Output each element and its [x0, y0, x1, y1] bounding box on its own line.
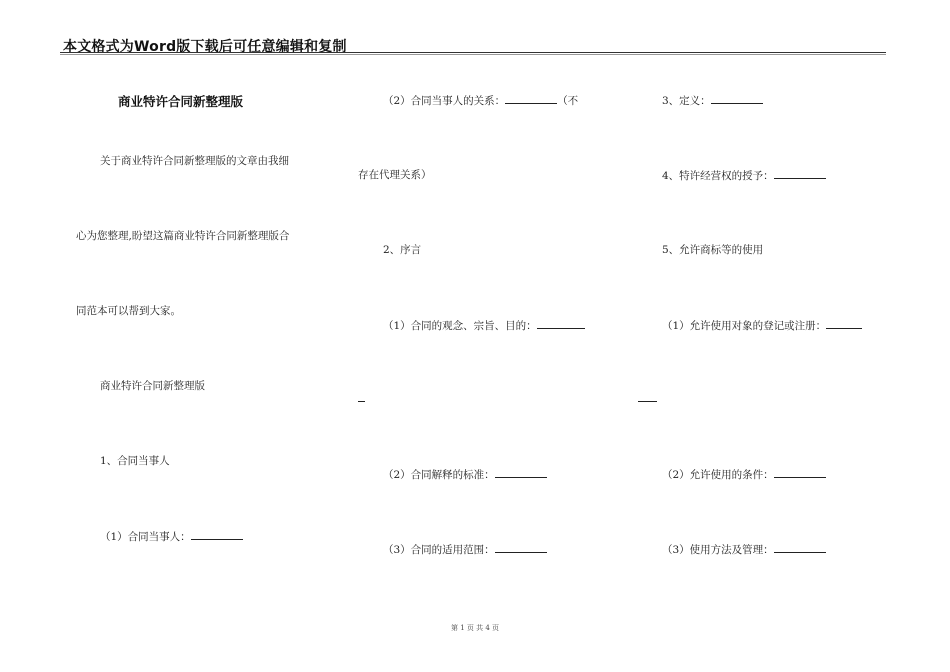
field-suffix: （不 — [557, 95, 579, 107]
field-label: （3）使用方法及管理： — [662, 544, 774, 556]
fill-blank-line — [826, 319, 862, 329]
field-label: （1）合同的观念、宗旨、目的： — [383, 320, 537, 332]
fill-blank-line — [774, 468, 826, 478]
field-label: 4、特许经营权的授予： — [662, 170, 774, 182]
document-header: 本文格式为Word版下载后可任意编辑和复制 — [63, 39, 347, 55]
field-label: （1）合同当事人： — [100, 531, 191, 543]
fill-blank-line-wrap — [638, 401, 657, 402]
intro-line-2: 心为您整理,盼望这篇商业特许合同新整理版合 — [76, 230, 290, 242]
section-heading-parties: 1、合同当事人 — [100, 455, 170, 467]
field-contract-parties — [100, 530, 243, 543]
fill-blank-line-wrap — [358, 401, 365, 402]
subtitle: 商业特许合同新整理版 — [100, 380, 205, 392]
relationship-continuation: 存在代理关系） — [358, 169, 432, 181]
field-party-relationship — [383, 94, 578, 107]
field-usage-management — [662, 543, 826, 556]
field-label: （2）允许使用的条件： — [662, 469, 774, 481]
field-franchise-grant — [662, 169, 826, 182]
field-label: （2）合同解释的标准： — [383, 469, 495, 481]
fill-blank-line — [711, 94, 763, 104]
field-label: 3、定义： — [662, 95, 711, 107]
header-divider-secondary — [60, 54, 886, 55]
field-label: （3）合同的适用范围： — [383, 544, 495, 556]
fill-blank-line — [774, 543, 826, 553]
fill-blank-line — [774, 169, 826, 179]
fill-blank-line — [505, 94, 557, 104]
header-divider — [60, 52, 886, 53]
fill-blank-line — [495, 468, 547, 478]
section-heading-preamble: 2、序言 — [383, 244, 422, 256]
fill-blank-line — [191, 530, 243, 540]
page-footer: 第 1 页 共 4 页 — [450, 624, 500, 632]
intro-line-3: 同范本可以帮到大家。 — [76, 305, 181, 317]
intro-line-1: 关于商业特许合同新整理版的文章由我细 — [100, 155, 289, 167]
field-definitions — [662, 94, 763, 107]
field-scope — [383, 543, 547, 556]
field-usage-conditions — [662, 468, 826, 481]
field-contract-concept — [383, 319, 585, 332]
field-label: （1）允许使用对象的登记或注册： — [662, 320, 827, 332]
field-label: （2）合同当事人的关系： — [383, 95, 506, 107]
fill-blank-line — [495, 543, 547, 553]
section-heading-trademark: 5、允许商标等的使用 — [662, 244, 764, 256]
fill-blank-line — [537, 319, 585, 329]
field-registration — [662, 319, 862, 332]
field-interpretation-standard — [383, 468, 547, 481]
document-title: 商业特许合同新整理版 — [118, 94, 244, 109]
